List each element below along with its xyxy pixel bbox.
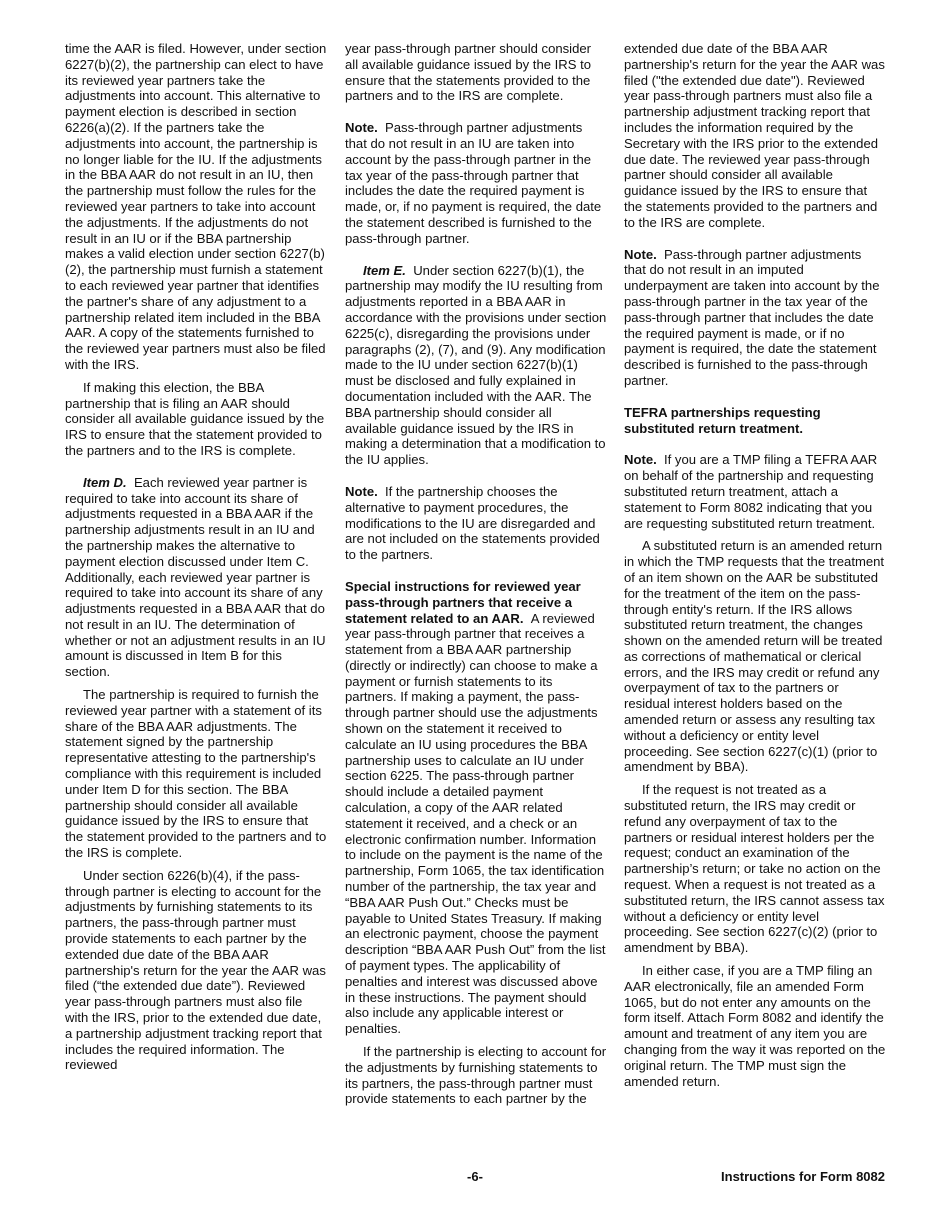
note-paragraph bbox=[624, 452, 886, 531]
column-1 bbox=[65, 41, 327, 1080]
note-label: Note. bbox=[624, 246, 657, 262]
paragraph bbox=[345, 1044, 607, 1107]
paragraph bbox=[624, 782, 886, 956]
column-2 bbox=[345, 41, 607, 1114]
item-d-label: Item D. bbox=[83, 474, 127, 490]
column-3 bbox=[624, 41, 886, 1096]
note-paragraph bbox=[345, 484, 607, 563]
special-instructions-paragraph bbox=[345, 579, 607, 1037]
item-e-paragraph bbox=[345, 263, 607, 468]
paragraph-text: The partnership is required to furnish the reviewed year partner with a statement of its share of the BBA AAR adjustments. The statement signed by the partnership representative attesting to the partnership's compliance with this requirement is included under Item D for this section. The BBA partnership should consider all available guidance issued by the IRS to ensure that the statement provided to the partners and to the IRS is complete. bbox=[65, 687, 327, 861]
paragraph-text: Pass-through partner adjustments that do not result in an IU are taken into account by the pass-through partner in the tax year of the pass-through partner that includes the date the required payment is made, or, if no payment is required, the date the statement described is furnished to the pass-through partner. bbox=[345, 120, 602, 246]
paragraph bbox=[65, 687, 327, 861]
paragraph-text: If the partnership is electing to account for the adjustments by furnishing statements to its partners, the pass-through partner must provide statements to each partner by the bbox=[345, 1044, 607, 1107]
paragraph-text: extended due date of the BBA AAR partnership's return for the year the AAR was filed ("the extended due date"). Reviewed year pass-through partners must also file a partnership adjustment tracking report that includes the information required by the Secretary with the IRS prior to the extended due date. The reviewed year pass-through partner should consider all available guidance issued by the IRS to ensure that the statements provided to the partners and to the IRS are complete. bbox=[624, 41, 885, 230]
special-instructions-heading: Special instructions for reviewed year pass-through partners that receive a statement related to an AAR. bbox=[345, 578, 581, 626]
paragraph-text: In either case, if you are a TMP filing an AAR electronically, file an amended Form 1065, but do not enter any amounts on the form itself. Attach Form 8082 and identify the amount and treatment of any item you are changing from the way it was reported on the original return. The TMP must sign the amended return. bbox=[624, 963, 886, 1089]
paragraph bbox=[65, 868, 327, 1073]
paragraph-text: Under section 6227(b)(1), the partnership may modify the IU resulting from adjustments reported in a BBA AAR in accordance with the provisions under section 6225(c), disregarding the provisions under paragraphs (2), (7), and (9). Any modification made to the IU under section 6227(b)(1) must be disclosed and fully explained in documentation included with the AAR. The BBA partnership should consider all available guidance issued by the IRS in making a determination that a modification to the IU applies. bbox=[345, 262, 607, 468]
note-label: Note. bbox=[345, 483, 378, 499]
paragraph-text: Under section 6226(b)(4), if the pass-through partner is electing to account for the adjustments by furnishing statements to its partners, the pass-through partner must provide statements to each partner by the extended due date of the BBA AAR partnership's return for the year the AAR was filed (“the extended due date”). Reviewed year pass-through partners must also file with the IRS, prior to the extended due date, a partnership adjustment tracking report that includes the required information. The reviewed bbox=[65, 867, 326, 1073]
paragraph-text: If the request is not treated as a substituted return, the IRS may credit or refund any overpayment of tax to the partners or residual interest holders per the request; conduct an examination of the partnership’s return; or take no action on the request. When a request is not treated as a substituted return, the IRS cannot assess tax without a deficiency or entity level proceeding. See section 6227(c)(2) (prior to amendment by BBA). bbox=[624, 782, 885, 956]
page-footer bbox=[65, 1169, 885, 1187]
note-paragraph bbox=[345, 120, 607, 246]
paragraph-text: A substituted return is an amended return in which the TMP requests that the treatment of an item shown on the AAR be substituted for the treatment of the item on the pass-through entity's return. If the IRS allows substituted return treatment, the changes shown on the amended return will be treated as corrections of mathematical or clerical errors, and the IRS may credit or refund any overpayment of tax to the partners or residual interest holders based on the amended return or assess any resulting tax without a deficiency or entity level proceeding. See section 6227(c)(1) (prior to amendment by BBA). bbox=[624, 538, 885, 775]
paragraph bbox=[624, 41, 886, 231]
note-label: Note. bbox=[345, 120, 378, 136]
paragraph bbox=[624, 538, 886, 775]
form-title: Instructions for Form 8082 bbox=[721, 1169, 885, 1184]
item-e-label: Item E. bbox=[363, 262, 406, 278]
paragraph-text: Each reviewed year partner is required to take into account its share of adjustments requested in a BBA AAR if the partnership adjustments result in an IU and the partnership makes the alternative to payment election discussed under Item C. Additionally, each reviewed year partner is required to take into account its share of any adjustments requested in a BBA AAR that do not result in an IU. The determination of whether or not an adjustment results in an IU amount is discussed in Item B for this section. bbox=[65, 474, 326, 680]
paragraph bbox=[345, 41, 607, 104]
paragraph bbox=[624, 963, 886, 1089]
paragraph-text: If making this election, the BBA partnership that is filing an AAR should consider all available guidance issued by the IRS to ensure that the statement provided to the partners and to the IRS is complete. bbox=[65, 379, 325, 458]
paragraph bbox=[65, 41, 327, 373]
item-d-paragraph bbox=[65, 475, 327, 680]
paragraph-text: time the AAR is filed. However, under section 6227(b)(2), the partnership can elect to have its reviewed year partners take the adjustments into account. This alternative to payment election is described in section 6226(a)(2). If the partners take the adjustments into account, the partnership is no longer liable for the IU. If the adjustments in the BBA AAR do not result in an IU, then the partnership must follow the rules for the reviewed year partners to take into account the adjustments. If the adjustments do not result in an IU or if the BBA partnership makes a valid election under section 6227(b)(2), the partnership must furnish a statement to each reviewed year partner that identifies the partner's share of any adjustment to a partnership related item included in the BBA AAR. A copy of the statements furnished to the reviewed year partners must also be filed with the IRS. bbox=[65, 41, 327, 372]
paragraph-text: If the partnership chooses the alternative to payment procedures, the modifications to the IU are disregarded and are not included on the statements provided to the partners. bbox=[345, 483, 600, 563]
note-paragraph bbox=[624, 247, 886, 389]
paragraph bbox=[65, 380, 327, 459]
paragraph-text: If you are a TMP filing a TEFRA AAR on behalf of the partnership and requesting substituted return treatment, attach a statement to Form 8082 indicating that you are requesting substituted return treatment. bbox=[624, 452, 878, 531]
page-number: -6- bbox=[467, 1169, 483, 1184]
paragraph-text: Pass-through partner adjustments that do not result in an imputed underpayment are taken into account by the pass-through partner in the tax year of the pass-through partner that includes the date the required payment is made, or if no payment is required, the date the statement described is furnished to the pass-through partner. bbox=[624, 246, 880, 388]
note-label: Note. bbox=[624, 452, 657, 468]
paragraph-text: A reviewed year pass-through partner that receives a statement from a BBA AAR partnership (directly or indirectly) can choose to make a payment or furnish statements to its partners. If making a payment, the pass-through partner should use the adjustments shown on the statement it received to calculate an IU using procedures the BBA partnership uses to calculate an IU under section 6225. The pass-through partner should include a detailed payment calculation, a copy of the AAR related statement it received, and a check or an electronic confirmation number. Information to include on the payment is the name of the partnership, Form 1065, the tax identification number of the partnership, the tax year and “BBA AAR Push Out.” Checks must be payable to United States Treasury. If making an electronic payment, choose the payment description “BBA AAR Push Out” from the list of payment types. The applicability of penalties and interest was discussed above in these instructions. The payment should also include any applicable interest or penalties. bbox=[345, 610, 606, 1037]
tefra-heading: TEFRA partnerships requesting substituted return treatment. bbox=[624, 404, 821, 436]
paragraph-text: year pass-through partner should consider all available guidance issued by the IRS to ensure that the statements provided to the partners and to the IRS are complete. bbox=[345, 41, 592, 104]
